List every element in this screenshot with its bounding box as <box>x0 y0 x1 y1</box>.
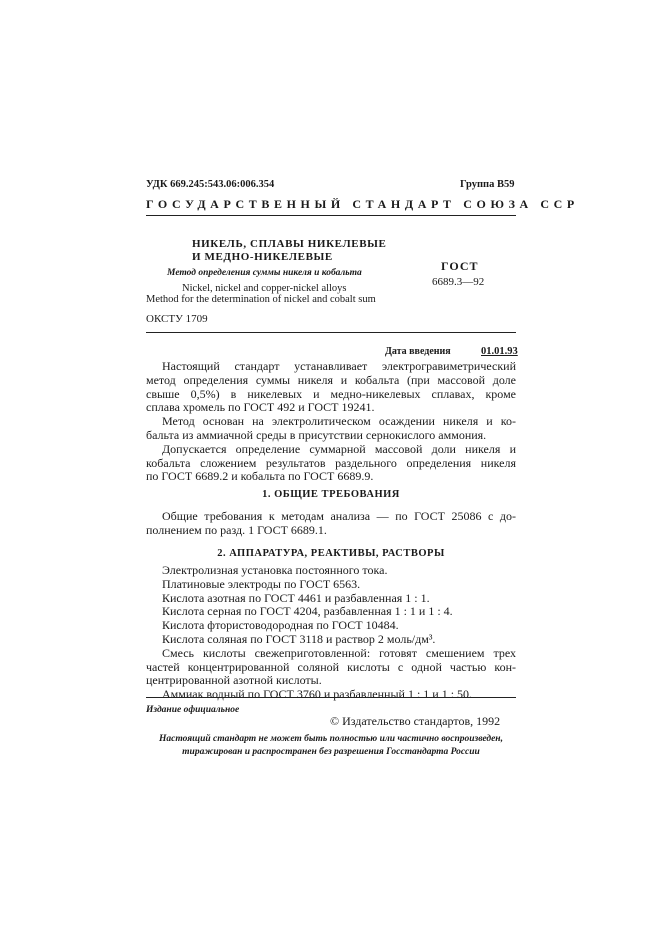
header-rule <box>146 215 516 216</box>
section1-line: Общие требования к методам анализа — по ГОСТ 25086 с до- <box>162 509 516 523</box>
copyright: © Издательство стандартов, 1992 <box>330 714 501 728</box>
title-ru-line2: И МЕДНО-НИКЕЛЕВЫЕ <box>192 251 333 263</box>
udk-code: УДК 669.245:543.06:006.354 <box>146 179 275 190</box>
intro-p3-line: по ГОСТ 6689.2 и кобальта по ГОСТ 6689.9. <box>146 469 374 484</box>
edition-label: Издание официальное <box>146 705 240 715</box>
notice-line: тиражирован и распространен без разрешения Госстандарта России <box>182 747 480 757</box>
section2-item: Кислота фтористоводородная по ГОСТ 10484. <box>162 618 399 633</box>
section2-mix-line: частей концентрированной соляной кислоты с одной частью кон- <box>146 659 516 674</box>
gost-label: ГОСТ <box>441 259 479 273</box>
section2-ammonia: Аммиак водный по ГОСТ 3760 и разбавленный 1 : 1 и 1 : 50. <box>162 687 473 702</box>
section2-item: Кислота соляная по ГОСТ 3118 и раствор 2 моль/дм³. <box>162 631 436 646</box>
section2-item: Кислота серная по ГОСТ 4204, разбавленная 1 : 1 и 1 : 4. <box>162 604 453 619</box>
state-standard-heading: ГОСУДАРСТВЕННЫЙ СТАНДАРТ СОЮЗА ССР <box>146 197 579 211</box>
section2-mix-line: Смесь кислоты свежеприготовленной: готовят смешением трех <box>162 645 516 660</box>
intro-p3-line: кобальта сложением результатов раздельного определения никеля <box>146 455 516 470</box>
reproduction-notice <box>146 733 516 759</box>
section2-item: Кислота азотная по ГОСТ 4461 и разбавленная 1 : 1. <box>162 590 430 605</box>
gost-number: 6689.3—92 <box>432 276 485 288</box>
footer-rule <box>146 697 516 698</box>
section1-text <box>146 510 516 538</box>
intro-p2-line: Метод основан на электролитическом осаждении никеля и ко- <box>162 414 516 429</box>
intro-p1-line: Настоящий стандарт устанавливает электрогравиметрический <box>162 359 516 373</box>
section2-heading: 2. АППАРАТУРА, РЕАКТИВЫ, РАСТВОРЫ <box>217 548 445 559</box>
group-code: Группа В59 <box>460 179 515 190</box>
date-value: 01.01.93 <box>481 346 518 357</box>
intro-p3-line: Допускается определение суммарной массовой доли никеля и <box>162 441 516 456</box>
intro-p1-line: метод определения суммы никеля и кобальта (при массовой доле <box>146 372 516 387</box>
date-label: Дата введения <box>385 346 451 357</box>
section2-item: Платиновые электроды по ГОСТ 6563. <box>162 576 361 591</box>
section1-heading: 1. ОБЩИЕ ТРЕБОВАНИЯ <box>262 489 400 500</box>
title-rule <box>146 332 516 333</box>
title-ru-line1: НИКЕЛЬ, СПЛАВЫ НИКЕЛЕВЫЕ <box>192 238 387 250</box>
intro-p1-line: сплава хромель по ГОСТ 492 и ГОСТ 19241. <box>146 400 375 415</box>
section1-line: полнением по разд. 1 ГОСТ 6689.1. <box>146 522 327 537</box>
okstu-code: ОКСТУ 1709 <box>146 313 208 325</box>
section2-item: Электролизная установка постоянного тока. <box>162 563 388 577</box>
intro-text <box>146 360 516 484</box>
method-title-ru: Метод определения суммы никеля и кобальта <box>167 268 362 278</box>
intro-p1-line: свыше 0,5%) в никелевых и медно-никелевых сплавах, кроме <box>146 386 516 401</box>
section2-text <box>146 564 516 702</box>
title-en-line1: Nickel, nickel and copper-nickel alloys <box>182 283 347 294</box>
title-en-line2: Method for the determination of nickel and cobalt sum <box>146 294 376 305</box>
notice-line: Настоящий стандарт не может быть полностью или частично воспроизведен, <box>159 734 503 744</box>
intro-p2-line: бальта из аммиачной среды в присутствии сернокислого аммония. <box>146 427 487 442</box>
section2-mix-line: центрированной азотной кислоты. <box>146 673 322 688</box>
